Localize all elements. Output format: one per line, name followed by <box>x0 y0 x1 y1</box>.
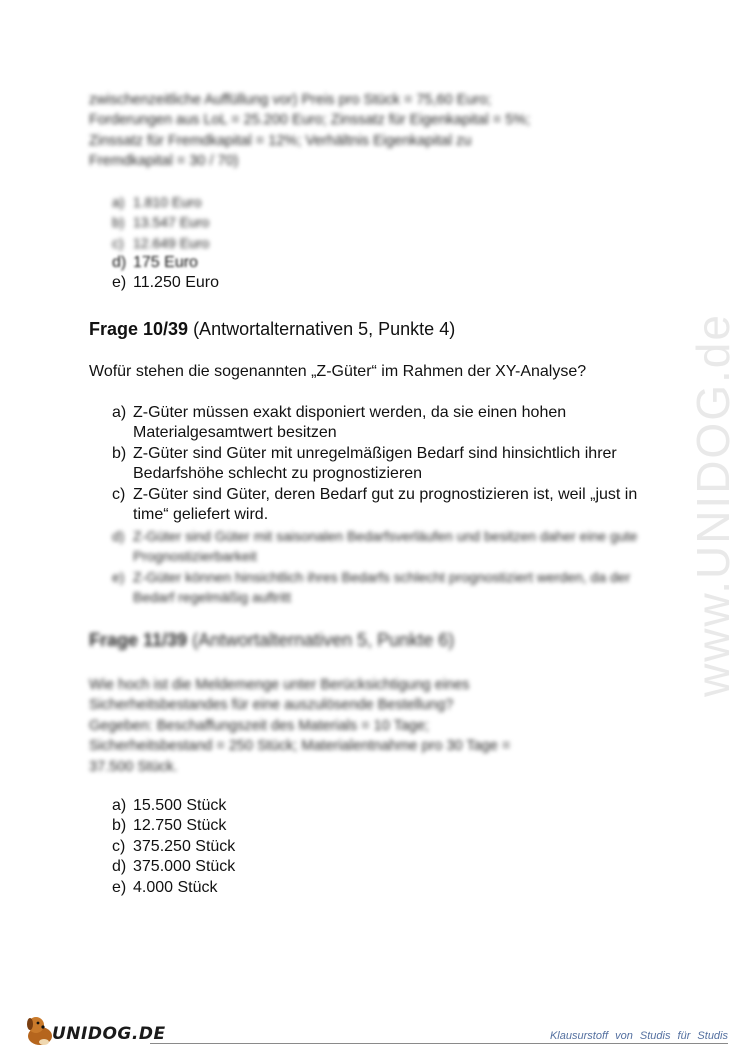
option-letter: d) <box>112 858 127 876</box>
option-letter: e) <box>112 878 127 896</box>
question-meta: (Antwortalternativen 5, Punkte 6) <box>187 630 455 650</box>
option-item <box>89 857 649 877</box>
option-letter: b) <box>112 444 127 462</box>
option-item <box>89 485 644 526</box>
option-letter: b) <box>112 214 125 231</box>
text-line: Gegeben: Beschaffungszeit des Materials = 10 Tage; <box>89 717 430 734</box>
text-line: Wie hoch ist die Meldemenge unter Berücksichtigung eines <box>89 677 470 693</box>
question-meta: (Antwortalternativen 5, Punkte 4) <box>188 319 456 339</box>
option-item <box>89 796 649 816</box>
option-letter: a) <box>112 797 127 814</box>
option-text: 375.000 Stück <box>133 858 236 876</box>
option-letter: e) <box>112 568 125 585</box>
question-10-heading <box>89 318 649 340</box>
option-text: Z-Güter können hinsichtlich ihres Bedarfs schlecht prognostiziert werden, da der Bedarf regelmäßig auftritt <box>133 568 631 606</box>
option-text: 375.250 Stück <box>133 837 236 855</box>
option-item <box>89 253 649 273</box>
question-9-options <box>89 253 649 294</box>
footer-tagline: Klausurstoff von Studis für Studis <box>549 1030 728 1042</box>
question-9-options-blurred <box>89 192 649 253</box>
logo-text: UNIDOG.DE <box>52 1024 166 1044</box>
option-item <box>89 212 649 232</box>
question-number: Frage 11/39 <box>89 630 188 650</box>
watermark-text: www.UNIDOG.de <box>687 313 739 697</box>
option-item <box>89 444 644 485</box>
question-11-text <box>89 675 649 777</box>
option-letter: d) <box>112 528 125 544</box>
option-text: 12.750 Stück <box>133 817 227 835</box>
question-11-heading <box>89 629 649 651</box>
option-letter: b) <box>112 817 127 835</box>
footer-divider <box>150 1043 728 1044</box>
question-number: Frage 10/39 <box>89 319 189 339</box>
option-item <box>89 273 649 293</box>
option-text: 175 Euro <box>133 254 198 271</box>
option-text: 15.500 Stück <box>133 797 227 814</box>
option-letter: c) <box>112 485 126 503</box>
text-line: Zinssatz für Fremdkapital = 12%; Verhältnis Eigenkapital zu <box>89 132 472 149</box>
option-item <box>89 526 644 567</box>
option-item <box>89 816 649 836</box>
option-text: 13.547 Euro <box>133 214 210 231</box>
option-item <box>89 837 649 857</box>
option-letter: c) <box>112 234 124 251</box>
question-10-text <box>89 362 669 382</box>
question-9-text <box>89 90 649 172</box>
option-item <box>89 878 649 898</box>
option-letter: c) <box>112 837 126 855</box>
question-11-options <box>89 796 649 898</box>
option-text: 11.250 Euro <box>133 274 219 292</box>
question-text: Wofür stehen die sogenannten „Z-Güter“ im Rahmen der XY-Analyse? <box>89 363 587 380</box>
option-text: Z-Güter sind Güter, deren Bedarf gut zu prognostizieren ist, weil „just in time“ geliefert wird. <box>133 485 638 524</box>
option-text: 12.649 Euro <box>133 234 210 251</box>
option-text: Z-Güter sind Güter mit saisonalen Bedarfsverläufen und besitzen daher eine gute Prognostizierbarkeit <box>133 528 638 565</box>
option-item <box>89 192 649 212</box>
question-10-options <box>89 403 644 525</box>
text-line: Sicherheitsbestandes für eine auszulösende Bestellung? <box>89 697 454 714</box>
text-line: zwischenzeitliche Auffüllung vor) Preis pro Stück = 75,60 Euro; <box>89 92 492 108</box>
option-letter: a) <box>112 194 125 210</box>
option-letter: d) <box>112 254 127 271</box>
text-line: Sicherheitsbestand = 250 Stück; Materialentnahme pro 30 Tage = <box>89 738 511 755</box>
option-letter: e) <box>112 274 127 292</box>
question-10-options-blurred <box>89 526 644 608</box>
unidog-logo <box>22 1012 166 1048</box>
option-text: Z-Güter sind Güter mit unregelmäßigen Bedarf sind hinsichtlich ihrer Bedarfshöhe schlecht zu prognostizieren <box>133 444 617 483</box>
option-item <box>89 567 644 608</box>
option-text: 1.810 Euro <box>133 194 202 210</box>
option-item <box>89 233 649 253</box>
text-line: Forderungen aus LoL = 25.200 Euro; Zinssatz für Eigenkapital = 5%; <box>89 112 531 129</box>
option-text: 4.000 Stück <box>133 878 218 896</box>
text-line: 37.500 Stück. <box>89 758 178 775</box>
option-letter: a) <box>112 404 127 421</box>
watermark <box>687 280 739 730</box>
text-line: Fremdkapital = 30 / 70) <box>89 153 239 170</box>
option-text: Z-Güter müssen exakt disponiert werden, da sie einen hohen Materialgesamtwert besitzen <box>133 404 567 442</box>
option-item <box>89 403 644 444</box>
